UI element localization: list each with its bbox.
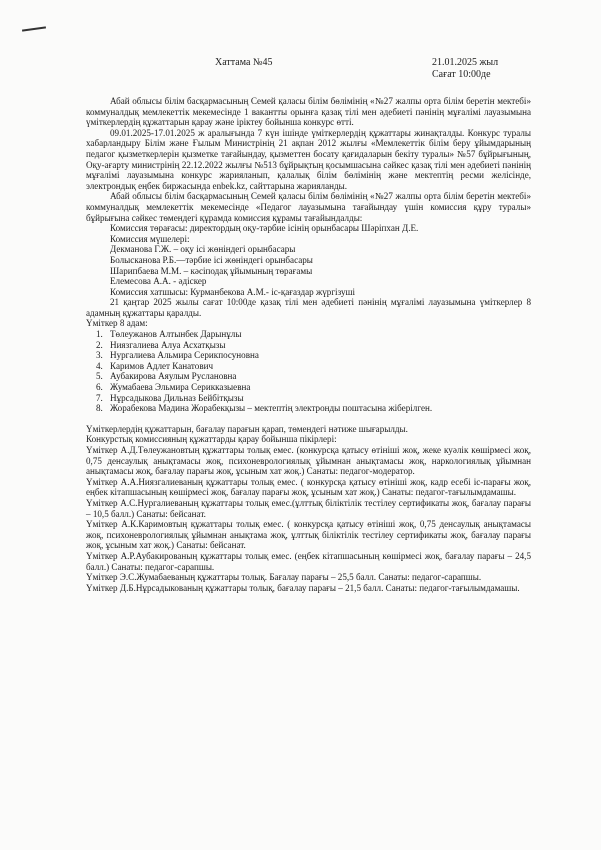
document-time: Сағат 10:00де <box>432 69 491 80</box>
candidates-title: Үміткер 8 адам: <box>86 318 148 329</box>
commission-secretary: Комиссия хатшысы: Курманбекова А.М.- іс-қағаздар жүргізуші <box>110 286 356 297</box>
result-item: Үміткер Д.Б.Нұрсадыкованың құжаттары толық, бағалау парағы – 21,5 балл. Санаты: педагог-тағылымдамашы. <box>86 582 520 593</box>
result-item: Үміткер А.Р.Аубакированың құжаттары толық емес. (еңбек кітапшасының көшірмесі жоқ, бағалау парағы – 24,5 балл.) Санаты: педагог-сарапшы. <box>86 550 531 572</box>
candidate-name: Аубакирова Аяулым Руслановна <box>110 371 237 382</box>
commission-members-title: Комиссия мүшелері: <box>110 233 190 244</box>
document-date: 21.01.2025 жыл <box>432 57 499 68</box>
opinions-title: Конкурстық комиссияның құжаттарды қарау бойынша пікірлері: <box>86 434 337 445</box>
candidate-name: Жумабаева Эльмира Серикказыевна <box>110 382 251 393</box>
candidate-list <box>96 329 531 414</box>
body-text <box>86 96 531 593</box>
result-item: Үміткер А.А.Ниязгалиеваның құжаттары толық емес. ( конкурсқа қатысу өтініші жоқ, кадр есебі іс-парағы жоқ, еңбек кітапшасының көшірмесі жоқ, бағалау парағы жоқ, ұсыным хат жоқ.) Санаты: педагог-тағылымдамашы. <box>86 476 531 498</box>
list-item: 4. Каримов Адлет Канатович <box>96 360 214 371</box>
paragraph-intro: Абай облысы білім басқармасының Семей қаласы білім бөлімінің «№27 жалпы орта білім беретін мектебі» коммуналдық мемлекеттік мекемесінде 1 вакантты орынға қазақ тілі мен әдебиеті пәнінің мұғалімі лауазымына үміткерлердің құжаттарын қарау және іріктеу бойынша конкурс өтті. <box>86 96 531 128</box>
candidate-name: Жорабекова Мәдина Жорабекқызы – мектептің электронды поштасына жіберілген. <box>110 403 433 414</box>
commission-chair: Комиссия төрағасы: директордың оқу-тәрбие ісінің орынбасары Шәріпхан Д.Е. <box>110 223 419 234</box>
paragraph-announcement: 09.01.2025-17.01.2025 ж аралығында 7 күн ішінде үміткерлердің құжаттары жинақталды. Конкурс туралы хабарландыру Білім және Ғылым Министрінің 21 ақпан 2012 жылғы «Мемлекеттік білім беру ұйымдарының педагог қызметкерлерін қызметке тағайындау, қызметтен босату қағидаларын бекіту туралы» №57 бұйрығының, Оқу-ағарту министрінің 22.12.2022 жылғы №513 бұйрықтың қосымшасына сәйкес қазақ тілі мен әдебиеті пәнінің мұғалімі лауазымына конкурс жарияланып, қалалық білім бөлімінің және мектептің ресми желісінде, электрондық еңбек биржасында enbek.kz, сайттарына жарияланды. <box>86 127 531 191</box>
document-title: Хаттама №45 <box>215 57 273 68</box>
list-item: 3. Нургалиева Альмира Серикпосуновна <box>96 350 259 361</box>
commission-member: Декманова Г.Ж. – оқу ісі жөніндегі орынбасары <box>110 244 296 255</box>
commission-member: Елемесова А.А. - әдіскер <box>110 276 207 287</box>
paragraph-commission: Абай облысы білім басқармасының Семей қаласы білім бөлімінің «№27 жалпы орта білім беретін мектебі» коммуналдық мемлекеттік мекемесінде «Педагог лауазымына тағайындау үшін комиссия құру туралы» бұйрығына сәйкес төмендегі құрамда комиссия құрамы тағайындалды: <box>86 191 531 223</box>
result-item: Үміткер А.К.Каримовтың құжаттары толық емес. ( конкурсқа қатысу өтініші жоқ, 0,75 денсаулық анықтамасы жоқ, психоневрологиялық ұйымнан анықтама жоқ, ұлттық біліктілік тестілеу сертификаты жоқ, бағалау парағы жоқ, ұсыным хат жоқ.) Санаты: бейсанат. <box>86 519 531 551</box>
list-item: 7. Нұрсадыкова Дильназ Бейбітқызы <box>96 392 244 403</box>
candidate-name: Нұрсадыкова Дильназ Бейбітқызы <box>110 392 244 403</box>
list-item: 5. Аубакирова Аяулым Руслановна <box>96 371 237 382</box>
list-item: 2. Ниязгалиева Алуа Асхатқызы <box>96 339 226 350</box>
list-item: 1. Төлеужанов Алтынбек Дарынұлы <box>96 329 242 340</box>
pen-mark <box>22 26 46 31</box>
commission-member: Болысканова Р.Б.—тәрбие ісі жөніндегі орынбасары <box>110 254 313 265</box>
candidate-name: Нургалиева Альмира Серикпосуновна <box>110 350 259 361</box>
commission-member: Шарипбаева М.М. – кәсіподақ ұйымының төрағамы <box>110 265 313 276</box>
candidate-name: Төлеужанов Алтынбек Дарынұлы <box>110 329 242 340</box>
candidate-name: Ниязгалиева Алуа Асхатқызы <box>110 339 226 350</box>
list-item: 8. Жорабекова Мәдина Жорабекқызы – мектептің электронды поштасына жіберілген. <box>96 403 433 414</box>
result-item: Үміткер А.Д.Төлеужановтың құжаттары толық емес. (конкурсқа қатысу өтініші жоқ, жеке куәлік көшірмесі жоқ, 0,75 денсаулық анықтамасы жоқ, психоневрологиялық ұйымнан анықтамасы жоқ, наркологиялық ұйымнан анықтамасы жоқ, бағалау парағы жоқ, ұсыным хат жоқ.) Санаты: педагог-модератор. <box>86 445 531 477</box>
result-item: Үміткер А.С.Нургалиеваның құжаттары толық емес.(ұлттық біліктілік тестілеу сертификаты жоқ, бағалау парағы – 10,5 балл.) Санаты: бейсанат. <box>86 497 531 519</box>
list-item: 6. Жумабаева Эльмира Серикказыевна <box>96 382 251 393</box>
candidate-name: Каримов Адлет Канатович <box>110 360 214 371</box>
result-item: Үміткер Э.С.Жумабаеваның құжаттары толық. Бағалау парағы – 25,5 балл. Санаты: педагог-сарапшы. <box>86 572 482 583</box>
results-intro: Үміткерлердің құжаттарын, бағалау парағын қарап, төмендегі нәтиже шығарылды. <box>86 423 408 434</box>
paragraph-review: 21 қаңтар 2025 жылы сағат 10:00де қазақ тілі мен әдебиеті пәнінің мұғалімі лауазымына үміткерлер 8 адамның құжаттары қаралды. <box>86 297 531 318</box>
